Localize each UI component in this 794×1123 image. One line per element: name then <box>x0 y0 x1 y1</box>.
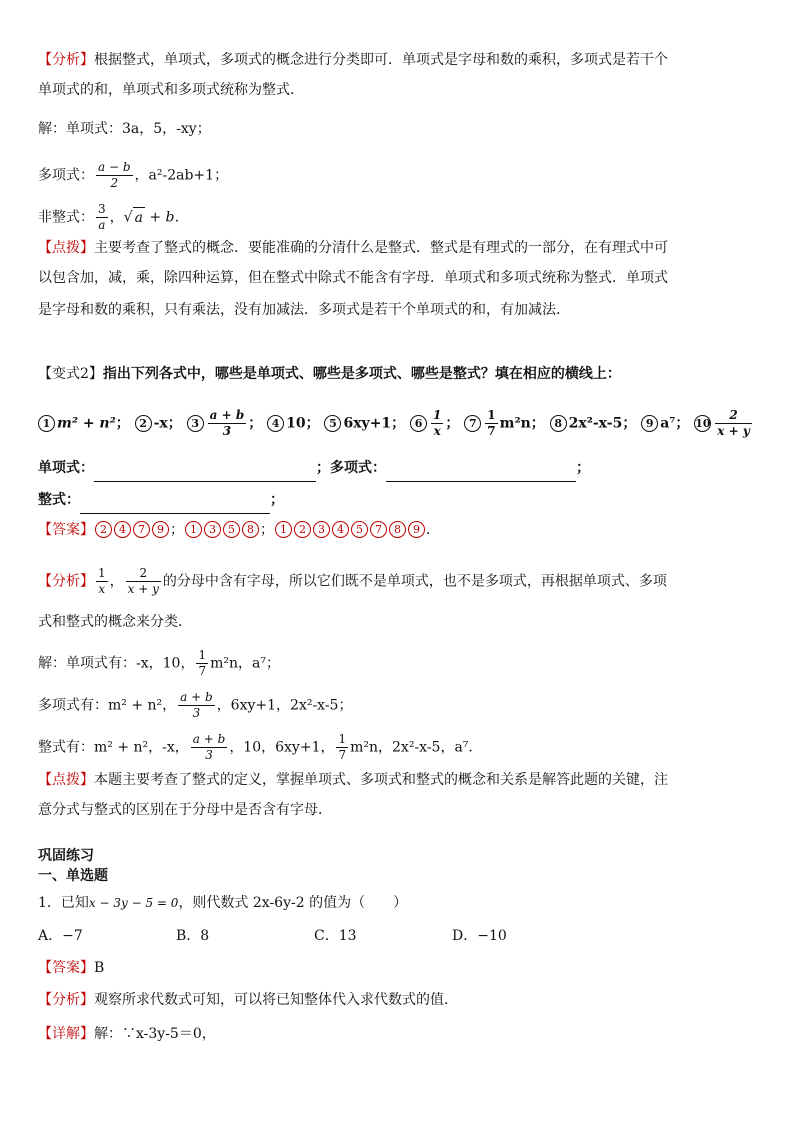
question-1-analysis: 【分析】观察所求代数式可知，可以将已知整体代入求代数式的值． <box>38 992 458 1008</box>
answer-number: 4 <box>114 521 131 538</box>
answer-number: 7 <box>133 521 150 538</box>
label-bracket: 【答案】 <box>38 960 94 976</box>
fraction: $\frac{a - b}{2}$ <box>98 160 131 190</box>
fraction: $\frac{a + b}{3}$ <box>192 732 226 762</box>
option-c[interactable]: C．13 <box>314 928 357 944</box>
expression-list: 1 m² + n²； 2 -x； 3 $\frac{a + b}{3}$ ； 4 10； 5 6xy+1； 6 $\frac{1}{x}$ ； 7 $\frac{1}{7}$ m²n； 8 2x²-x-5； 9 a⁷； 10 $\frac{2}{x + y}$ <box>38 408 754 439</box>
answer-number: 3 <box>313 521 330 538</box>
variant-solution-polynomial: 多项式有：m² + n²， $\frac{a + b}{3}$ ，6xy+1，2x²-x-5； <box>38 690 353 720</box>
variant-solution-monomial: 解：单项式有：-x，10， $\frac{1}{7}$ m²n，a⁷； <box>38 648 280 678</box>
variant-tip: 【点拨】本题主要考查了整式的定义，掌握单项式、多项式和整式的概念和关系是解答此题的关键，注 <box>38 772 668 788</box>
answer-number: 2 <box>95 521 112 538</box>
fill-line-monomial-polynomial: 单项式： ；多项式： ； <box>38 458 590 482</box>
label-bracket: 【点拨】 <box>38 240 94 256</box>
solution-monomial: 解：单项式：3a，5，-xy； <box>38 121 211 137</box>
tip-line: 【点拨】主要考查了整式的概念．要能准确的分清什么是整式．整式是有理式的一部分，在有理式中可 <box>38 240 668 256</box>
answer-circles <box>94 522 440 538</box>
fraction: $\frac{3}{a}$ <box>98 202 106 232</box>
fraction: $\frac{2}{x + y}$ <box>717 408 750 438</box>
answer-number: 1 <box>275 521 292 538</box>
answer-number: 4 <box>332 521 349 538</box>
label-bracket: 【分析】 <box>38 52 94 68</box>
answer-number: 5 <box>223 521 240 538</box>
answer-number: 3 <box>204 521 221 538</box>
label-bracket: 【详解】 <box>38 1026 94 1042</box>
variant-analysis: 【分析】 $\frac{1}{x}$ ， $\frac{2}{x + y}$ 的分母中含有字母，所以它们既不是单项式，也不是多项式，再根据单项式、多项 <box>38 566 667 596</box>
question-1: 1．已知x − 3y − 5 = 0，则代数式 2x-6y-2 的值为（ ） <box>38 895 408 911</box>
blank-monomial <box>94 461 316 482</box>
variant-analysis-line: 式和整式的概念来分类． <box>38 614 192 630</box>
question-1-answer: 【答案】B <box>38 960 105 976</box>
sqrt-icon: √ <box>123 209 133 226</box>
variant-tip-line: 意分式与整式的区别在于分母中是否含有字母． <box>38 802 332 818</box>
answer-separator: ． <box>426 522 440 538</box>
answer-separator: ； <box>170 522 184 538</box>
fraction: $\frac{1}{7}$ <box>338 732 347 762</box>
label-bracket: 【分析】 <box>38 992 94 1008</box>
fraction: $\frac{a + b}{3}$ <box>180 690 213 720</box>
practice-heading: 巩固练习 <box>38 848 94 864</box>
answer-number: 1 <box>185 521 202 538</box>
answer-number: 7 <box>370 521 387 538</box>
option-a[interactable]: A．−7 <box>38 928 83 944</box>
answer-number: 9 <box>152 521 169 538</box>
blank-polynomial <box>386 461 576 482</box>
tip-line: 以包含加，减，乘，除四种运算，但在整式中除式不能含有字母．单项式和多项式统称为整式．单项式 <box>38 270 668 286</box>
fraction: $\frac{2}{x + y}$ <box>127 566 159 596</box>
label-bracket: 【答案】 <box>38 522 94 538</box>
answer-line <box>38 520 440 540</box>
practice-subheading: 一、单选题 <box>38 868 108 884</box>
label-bracket: 【点拨】 <box>38 772 94 788</box>
label-bracket: 【分析】 <box>38 573 94 590</box>
blank-whole <box>80 493 270 514</box>
variant-question: 【变式2】指出下列各式中，哪些是单项式、哪些是多项式、哪些是整式？填在相应的横线上： <box>38 366 621 382</box>
fraction: $\frac{1}{7}$ <box>487 408 496 438</box>
solution-non-polynomial: 非整式： $\frac{3}{a}$ ，√ a + b． <box>38 202 189 232</box>
variant-solution-whole: 整式有：m² + n²，-x， $\frac{a + b}{3}$ ，10，6xy+1， $\frac{1}{7}$ m²n，2x²-x-5，a⁷． <box>38 732 483 762</box>
solution-polynomial: 多项式： $\frac{a - b}{2}$ ，a²-2ab+1； <box>38 160 229 190</box>
answer-number: 8 <box>242 521 259 538</box>
answer-number: 8 <box>389 521 406 538</box>
answer-separator: ； <box>260 522 274 538</box>
option-b[interactable]: B．8 <box>176 928 210 944</box>
answer-number: 9 <box>408 521 425 538</box>
fraction: $\frac{1}{7}$ <box>198 648 207 678</box>
fill-line-whole: 整式： ； <box>38 490 284 514</box>
option-d[interactable]: D．−10 <box>452 928 507 944</box>
analysis-paragraph: 【分析】根据整式，单项式，多项式的概念进行分类即可．单项式是字母和数的乘积，多项式是若干个 <box>38 52 668 68</box>
fraction: $\frac{1}{x}$ <box>433 408 442 438</box>
answer-number: 5 <box>351 521 368 538</box>
fraction: $\frac{1}{x}$ <box>98 566 106 596</box>
tip-line: 是字母和数的乘积，只有乘法，没有加减法．多项式是若干个单项式的和，有加减法． <box>38 302 570 318</box>
question-1-detail: 【详解】解：∵x-3y-5＝0， <box>38 1026 216 1042</box>
answer-number: 2 <box>294 521 311 538</box>
fraction: $\frac{a + b}{3}$ <box>209 408 245 438</box>
analysis-line: 单项式的和，单项式和多项式统称为整式． <box>38 82 304 98</box>
